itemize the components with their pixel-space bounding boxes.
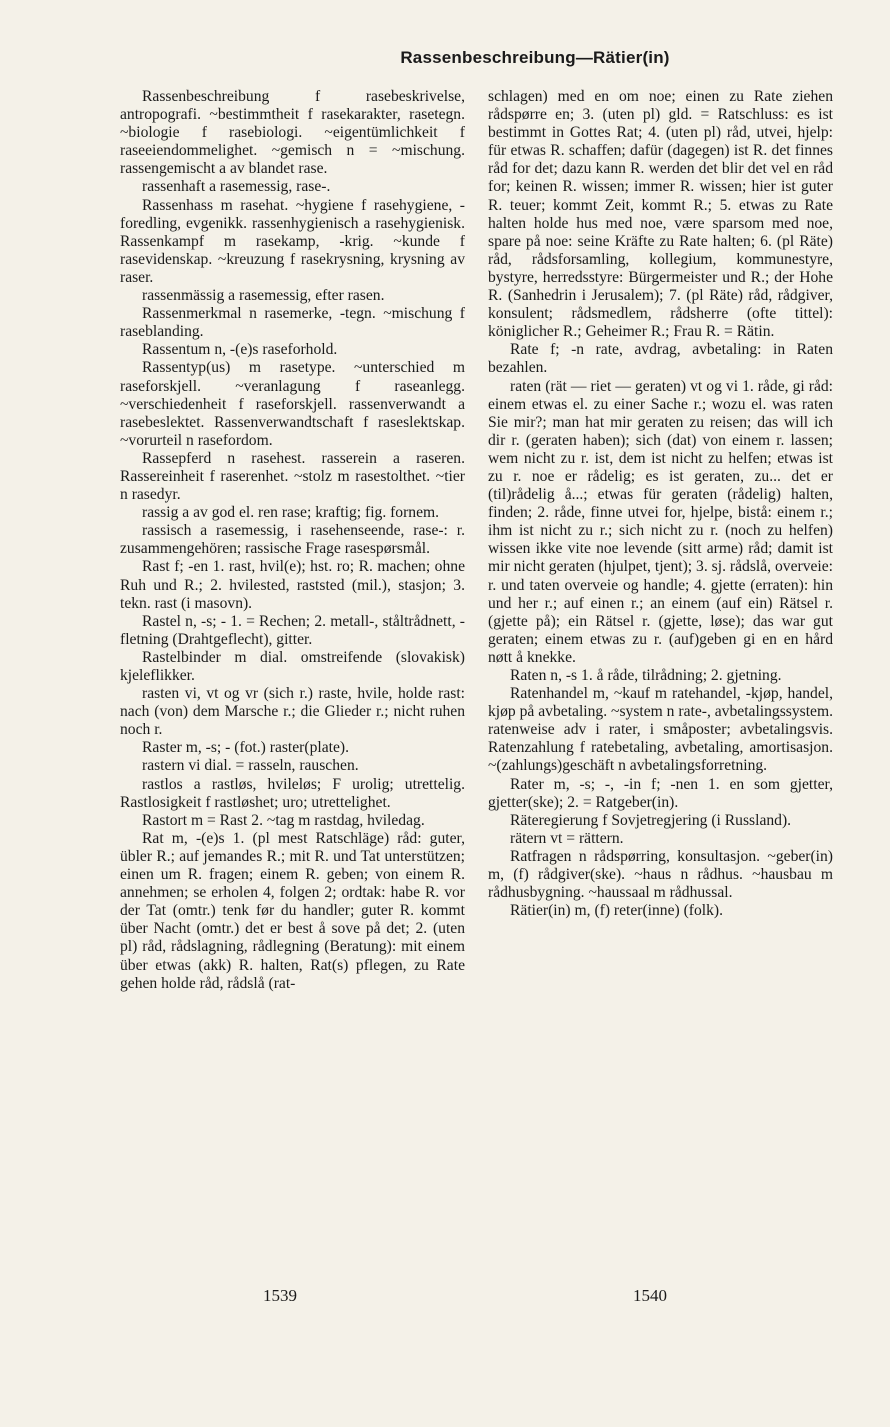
entry: Rassenmerkmal n rasemerke, -tegn. ~mischung f raseblanding. [120,305,465,341]
page-number-left: 1539 [263,1286,297,1305]
entry: Rastort m = Rast 2. ~tag m rastdag, hviledag. [142,811,425,829]
page-number-right: 1540 [633,1286,667,1305]
entry: Rastelbinder m dial. omstreifende (slovakisk) kjeleflikker. [120,648,465,684]
entry: Rast f; -en 1. rast, hvil(e); hst. ro; R. machen; ohne Ruh und R.; 2. hvilested, raststed (mil.), stasjon; 3. tekn. rast (i masovn). [120,558,465,612]
entry: rassisch a rasemessig, i rasehenseende, rase-: r. zusammengehören; rassische Frage rasespørsmål. [120,522,465,558]
entry: Rassentyp(us) m rasetype. ~unterschied m raseforskjell. ~veranlagung f raseanlegg. ~verschiedenheit f raseforskjell. rassenverwandt a rasebeslektet. Rassenverwandtschaft f raseslektskap. ~vorurteil n rasefordom. [120,359,465,449]
entry: schlagen) med en om noe; einen zu Rate ziehen rådspørre en; 3. (uten pl) gld. = Ratschluss: es ist bestimmt in Gottes Rat; 4. (uten pl) råd, utvei, hjelp: für etwas R. schaffen; dafür (dagegen) ist R. det finnes råd for det; dazu kann R. werden det blir det vel en råd for; keinen R. wissen; immer R. wissen; hier ist guter R. teuer; kommt Zeit, kommt R.; 5. etwas zu Rate halten holde hus med noe, være sparsom med noe, spare på noe: seine Kräfte zu Rate halten; 6. (pl Räte) råd, rådsforsamling, kollegium, kommunestyre, bystyre, herredsstyre: Bürgermeister und R.; der Hohe R. (Sanhedrin i Jerusalem); 7. (pl Räte) råd, rådgiver, konsulent; rådsmedlem, rådsherre (ofte tittel): königlicher R.; Geheimer R.; Frau R. = Rätin. [488,88,833,341]
entry: Ratenhandel m, ~kauf m ratehandel, -kjøp, handel, kjøp på avbetaling. ~system n rate-, avbetalingssystem. ratenweise adv i rater, i småposter; avbetalingsvis. Ratenzahlung f ratebetaling, avbetaling, amortisasjon. ~(zahlungs)geschäft n avbetalingsforretning. [488,685,833,775]
entry: Rastel n, -s; - 1. = Rechen; 2. metall-, ståltrådnett, -fletning (Drahtgeflecht), gitter. [120,612,465,648]
entry: rätern vt = rättern. [510,829,624,847]
entry: Rater m, -s; -, -in f; -nen 1. en som gjetter, gjetter(ske); 2. = Ratgeber(in). [488,775,833,811]
entry: rassenmässig a rasemessig, efter rasen. [142,287,385,305]
entry: Rassentum n, -(e)s raseforhold. [142,341,338,359]
entry: Raten n, -s 1. å råde, tilrådning; 2. gjetning. [510,667,782,684]
entry: Rassenhass m rasehat. ~hygiene f rasehygiene, -foredling, evgenikk. rassenhygienisch a rasehygienisk. Rassenkampf m rasekamp, -krig. ~kunde f rasevidenskap. ~kreuzung f rasekrysning, krysning av raser. [120,196,465,286]
entry: Rätier(in) m, (f) reter(inne) (folk). [510,902,724,920]
entry: Rat m, -(e)s 1. (pl mest Ratschläge) råd: guter, übler R.; auf jemandes R.; mit R. und Tat unterstützen; einen um R. fragen; einem R. geben; von einem R. annehmen; se erholen 4, folgen 2; ordtak: habe R. vor der Tat (omtr.) tenk før du handler; guter R. kommt über Nacht (omtr.) det er best å sove på det; 2. (uten pl) råd, rådslagning, rådlegning (Beratung): mit einem über etwas (akk) R. halten, Rat(s) pflegen, zu Rate gehen holde råd, rådslå (rat- [120,829,465,992]
entry: rastern vi dial. = rasseln, rauschen. [142,757,359,775]
entry: Räteregierung f Sovjetregjering (i Russland). [510,811,792,829]
entry: Rassenbeschreibung f rasebeskrivelse, antropografi. ~bestimmtheit f rasekarakter, rasetegn. ~biologie f rasebiologi. ~eigentümlichkeit f raseeiendommelighet. ~gemisch n = ~mischung. rassengemischt a av blandet rase. [120,88,465,178]
entry: rassig a av god el. ren rase; kraftig; fig. fornem. [142,504,440,522]
entry: Rassepferd n rasehest. rasserein a raseren. Rassereinheit f raserenhet. ~stolz m rasestolthet. ~tier n rasedyr. [120,449,465,504]
entry: raten (rät — riet — geraten) vt og vi 1. råde, gi råd: einem etwas el. zu einer Sache r.; wozu el. was raten Sie mir?; man hat mir geraten zu reisen; das will ich dir r. (geraten haben); sich (dat) von einem r. lassen; wem nicht zu r. ist, dem ist nicht zu helfen; etwas ist zu r. noe er rådelig; es ist geraten, zu... det er (til)rådelig å...; etwas für geraten (rådelig) halten, finden; 2. råde, finne utvei for, hjelpe, bistå: einem r.; ihm ist nicht zu r.; sich nicht zu r. (noch zu helfen) wissen ikke vite noe levende (sitt arme) råd; damit ist mir nicht geraten (hjulpet, tjent); 3. sj. rådslå, overveie: r. und taten overveie og handle; 4. gjette (erraten): hin und her r.; auf einen r.; an einem (auf ein) Rätsel r. (gjette på); ein Rätsel r. (gjette, løse); das war gut geraten; einem etwas zu r. (auf)geben gi en en hård nøtt å knekke. [488,377,833,666]
left-column [120,88,465,993]
right-column [488,88,833,920]
entry: Rate f; -n rate, avdrag, avbetaling: in Raten bezahlen. [488,341,833,377]
entry: Ratfragen n rådspørring, konsultasjon. ~geber(in) m, (f) rådgiver(ske). ~haus n rådhus. ~hausbau m rådhusbygning. ~haussaal m rådhussal. [488,847,833,902]
entry: Raster m, -s; - (fot.) raster(plate). [142,739,349,757]
running-head: Rassenbeschreibung—Rätier(in) [400,48,670,67]
entry: rassenhaft a rasemessig, rase-. [142,178,331,196]
entry: rastlos a rastløs, hvileløs; F urolig; utrettelig. Rastlosigkeit f rastløshet; uro; utrettelighet. [120,775,465,811]
entry: rasten vi, vt og vr (sich r.) raste, hvile, holde rast: nach (von) dem Marsche r.; die Glieder r.; nicht ruhen noch r. [120,685,465,739]
